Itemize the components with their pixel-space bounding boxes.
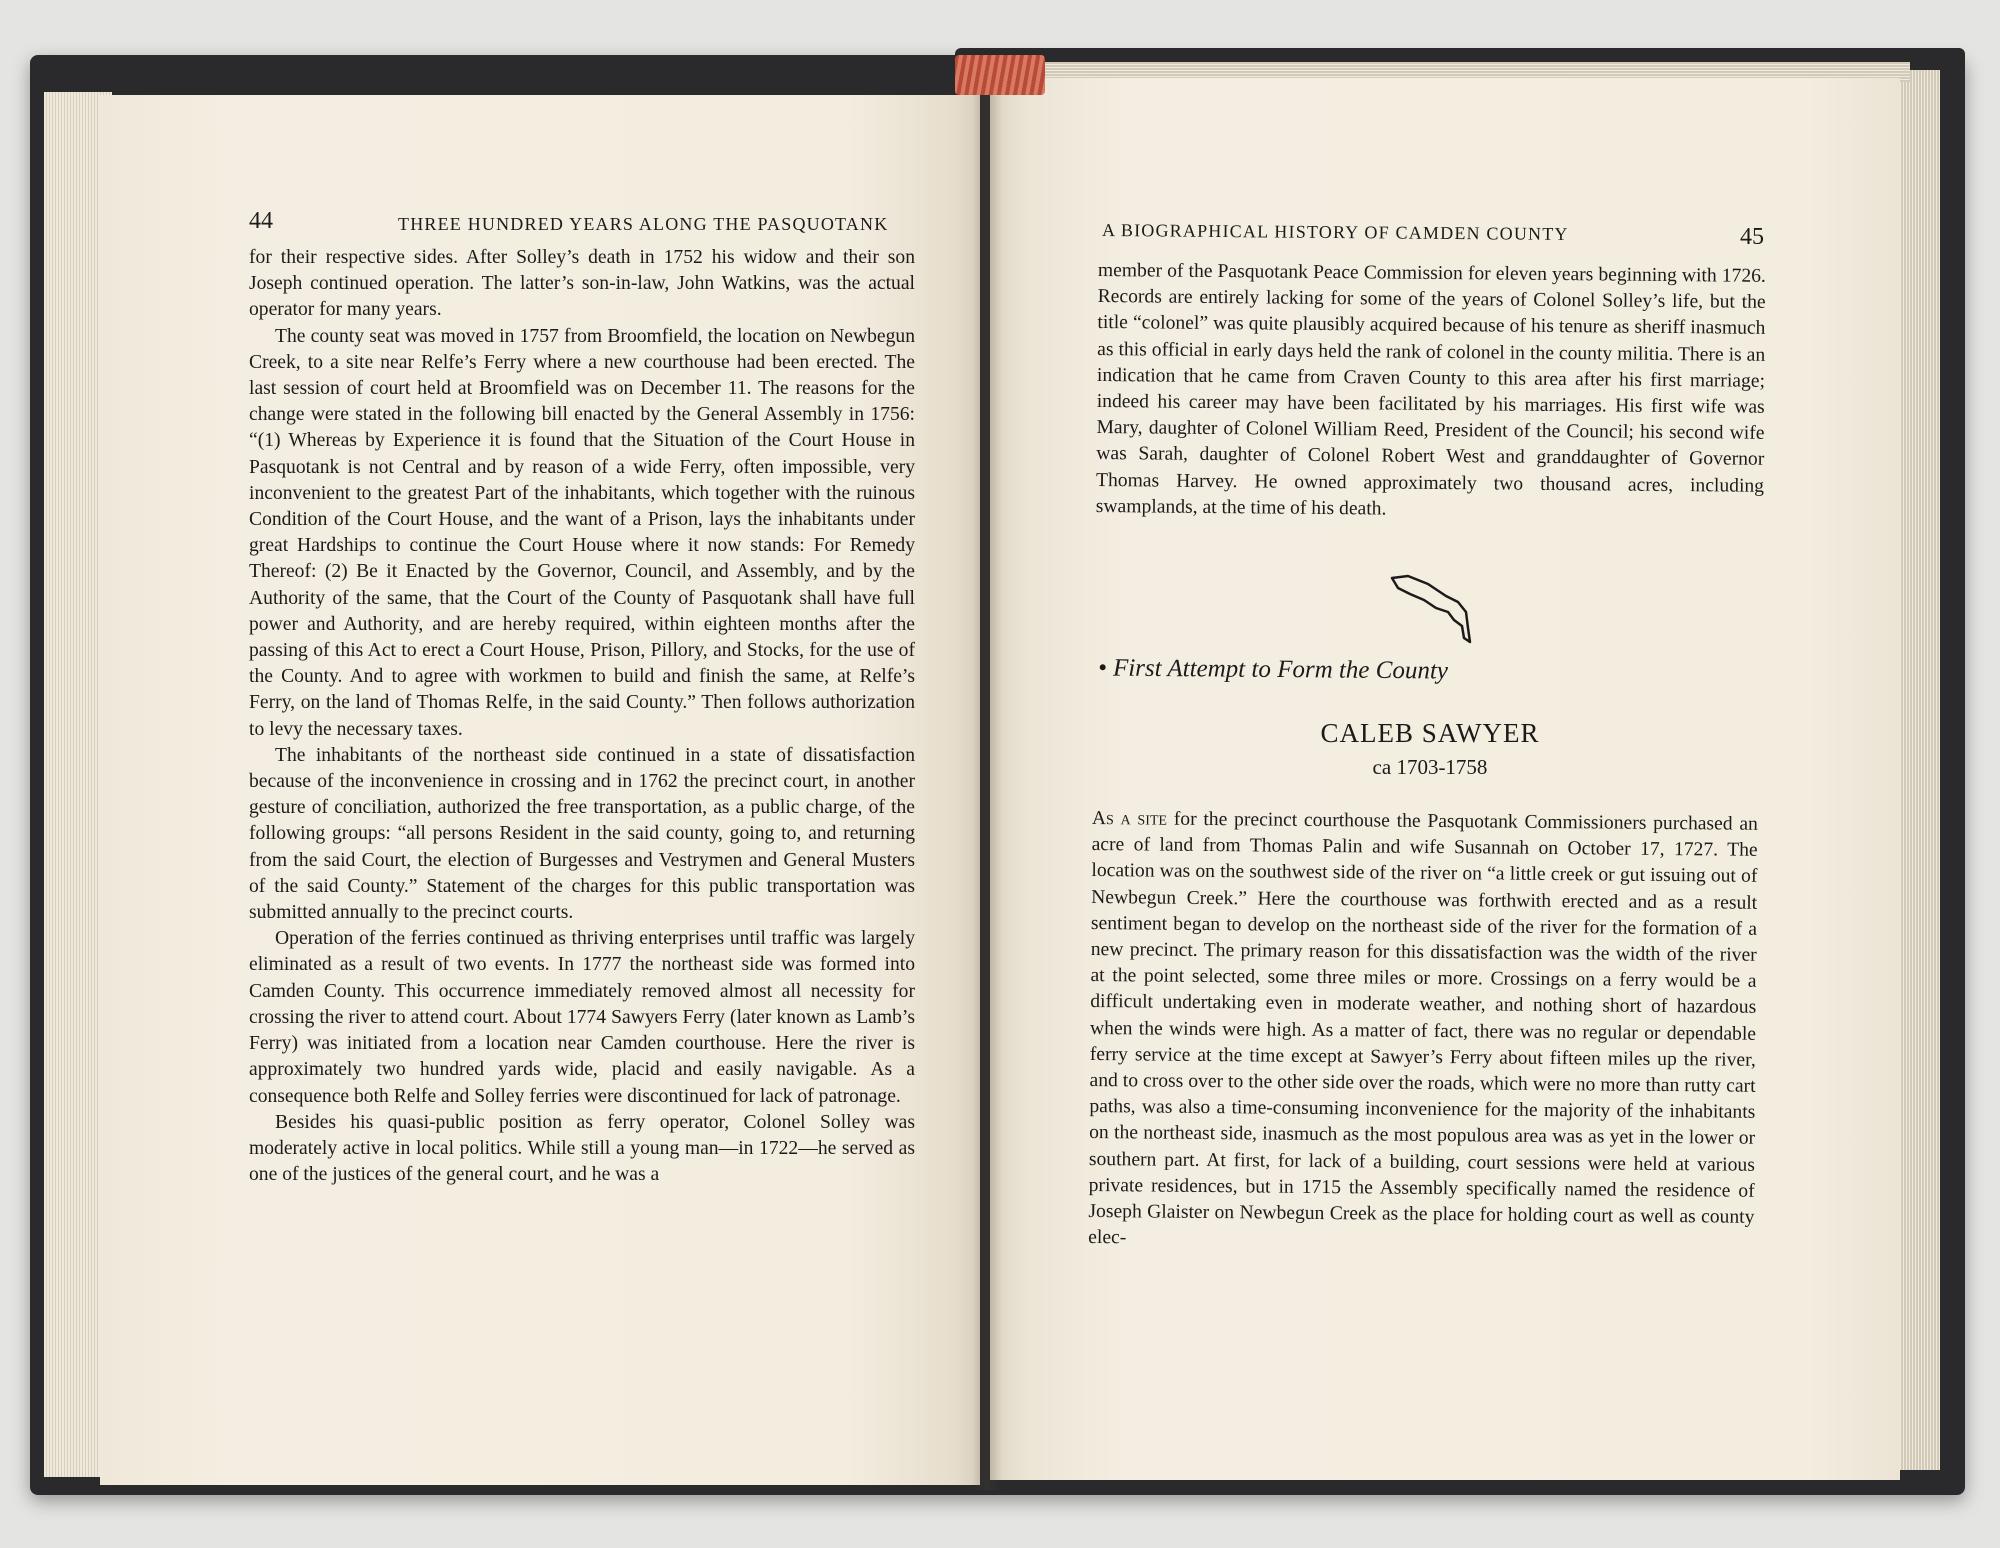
book-gutter xyxy=(972,80,1002,1490)
biography-name: CALEB SAWYER xyxy=(1320,718,1540,748)
paragraph: Operation of the ferries continued as thriving enterprises until traffic was largely eliminated as a result of two events. In 1777 the northeast side was formed into Camden County. This occurrence immediately removed almost all necessity for crossing the river to attend court. About 1774 Sawyers Ferry (later known as Lamb’s Ferry) was initiated from a location near Camden courthouse. Here the river is approximately two hundred yards wide, placid and easily navigable. As a consequence both Relfe and Solley ferries were discontinued for lack of patronage. xyxy=(249,928,915,1107)
left-running-head: THREE HUNDRED YEARS ALONG THE PASQUOTANK xyxy=(398,214,889,234)
paragraph: The county seat was moved in 1757 from Broomfield, the location on Newbegun Creek, to a site near Relfe’s Ferry where a new courthouse had been erected. The last session of court held at Broomfield was on December 11. The reasons for the change were stated in the following bill enacted by the General Assembly in 1756: “(1) Whereas by Experience it is found that the Situation of the Court House in Pasquotank is not Central and by reason of a wide Ferry, often impossible, very inconvenient to the greatest Part of the inhabitants, which together with the ruinous Condition of the Court House, and the want of a Prison, lays the inhabitants under great Hardships to continue the Court House where it now stands: For Remedy Thereof: (2) Be it Enacted by the Governor, Council, and Assembly, and by the Authority of the same, that the Court of the County of Pasquotank shall have full power and Authority, and are hereby required, within eighteen months after the passing of this Act to erect a Court House, Prison, Pillory, and Stocks, for the use of the County. And to agree with workmen to build and finish the same, at Relfe’s Ferry, on the land of Thomas Relfe, in the said County.” Then follows authorization to levy the necessary taxes. xyxy=(249,325,915,740)
left-page-number: 44 xyxy=(249,208,273,234)
opening-words: As a site xyxy=(1091,807,1168,830)
paragraph: Besides his quasi-public position as ferry operator, Colonel Solley was moderately active in local politics. While still a young man—in 1722—he served as one of the justices of the general court, and he was a xyxy=(249,1111,915,1186)
right-page-body-bottom xyxy=(1088,806,1758,1257)
left-page-body xyxy=(249,245,915,1188)
right-page-number: 45 xyxy=(1740,224,1764,250)
biography-dates: ca 1703-1758 xyxy=(1372,755,1488,779)
right-running-head: A BIOGRAPHICAL HISTORY OF CAMDEN COUNTY xyxy=(1101,219,1569,245)
bookmark-ribbon xyxy=(955,55,1045,95)
paragraph-text: for the precinct courthouse the Pasquotank Commissioners purchased an acre of land from Thomas Palin and wife Susannah on October 17, 1727. The location was on the southwest side of the river on “a little creek or gut issuing out of Newbegun Creek.” Here the courthouse was forthwith erected and as a result sentiment began to develop on the northeast side of the river for the formation of a new precinct. The primary reason for this dissatisfaction was the width of the river at the point selected, some three miles or more. Crossings on a ferry would be a difficult undertaking even in moderate weather, and nothing short of hazardous when the winds were high. As a matter of fact, there was no regular or dependable ferry service at the time except at Sawyer’s Ferry about fifteen miles up the river, and to cross over to the other side over the roads, which were no more than rutty cart paths, was also a time-consuming inconvenience for the majority of the inhabitants on the northeast side, inasmuch as the most populous area was as yet in the lower or southern part. At first, for lack of a building, court sessions were held at various private residences, but in 1715 the Assembly specifically named the residence of Joseph Glaister on Newbegun Creek as the place for holding court as well as county elec- xyxy=(1088,808,1758,1249)
paragraph: The inhabitants of the northeast side continued in a state of dissatisfaction because of the inconvenience in crossing and in 1762 the precinct court, in another gesture of conciliation, authorized the free transportation, as a public charge, of the following groups: “all persons Resident in the said county, going to, and returning from the said Court, the election of Burgesses and Vestrymen and General Musters of the said County.” Statement of the charges for this public transportation was submitted annually to the precinct courts. xyxy=(249,744,915,924)
paragraph: for their respective sides. After Solley’s death in 1752 his widow and their son Joseph continued operation. The latter’s son-in-law, John Watkins, was the actual operator for many years. xyxy=(249,247,915,321)
right-page-body-top xyxy=(1096,258,1766,526)
county-map-icon xyxy=(1388,572,1476,646)
section-heading: • First Attempt to Form the County xyxy=(1097,654,1449,685)
paragraph xyxy=(1088,806,1758,1257)
paragraph: member of the Pasquotank Peace Commission for eleven years beginning with 1726. Records are entirely lacking for some of the years of Colonel Solley’s life, but the title “colonel” was quite plausibly acquired because of his tenure as sheriff inasmuch as this official in early days held the rank of colonel in the county militia. There is an indication that he came from Craven County to this area after his first marriage; indeed his career may have been facilitated by his marriages. His first wife was Mary, daughter of Colonel William Reed, President of the Council; his second wife was Sarah, daughter of Colonel Robert West and granddaughter of Governor Thomas Harvey. He owned approximately two thousand acres, including swamplands, at the time of his death. xyxy=(1095,259,1766,520)
